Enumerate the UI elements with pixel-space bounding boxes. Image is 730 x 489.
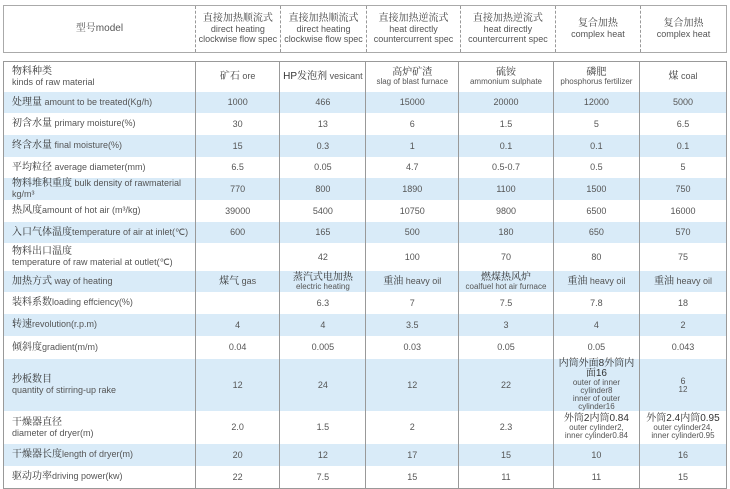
cell-text: 6	[680, 375, 686, 386]
header-en2: countercurrent spec	[468, 34, 548, 44]
label-zh: 入口气体温度	[12, 226, 72, 238]
cell: 2	[366, 411, 459, 444]
cell	[366, 62, 459, 92]
cell-text: heavy oil	[403, 275, 442, 286]
cell: 20	[196, 444, 280, 466]
header-column	[195, 6, 280, 52]
table-row	[4, 222, 727, 243]
cell	[639, 411, 726, 444]
cell-text: 煤气	[219, 275, 240, 287]
cell: 2.3	[459, 411, 554, 444]
cell-text: 内筒外面8外筒内面16	[558, 357, 635, 379]
cell	[639, 359, 726, 411]
cell: 1890	[366, 178, 459, 200]
label-en: gradient(m/m)	[42, 341, 99, 352]
cell	[553, 411, 639, 444]
cell: 6.3	[280, 292, 366, 314]
cell: 4	[196, 314, 280, 336]
header-column	[460, 6, 555, 52]
cell: 5400	[280, 200, 366, 222]
cell	[639, 62, 726, 92]
spec-table	[3, 61, 727, 489]
cell	[280, 271, 366, 292]
cell-text: 蒸汽式电加热	[292, 271, 353, 283]
header-en1: direct heating	[210, 24, 265, 34]
row-label	[4, 222, 196, 243]
table-row	[4, 411, 727, 444]
cell-text: 外筒2.4内筒0.95	[646, 413, 720, 424]
cell: 0.005	[280, 336, 366, 359]
table-row	[4, 314, 727, 336]
cell-text: outer of inner cylinder8	[572, 377, 620, 395]
cell: 4	[553, 314, 639, 336]
cell: 0.3	[280, 135, 366, 157]
cell: 7.8	[553, 292, 639, 314]
cell: 1500	[553, 178, 639, 200]
cell: 15	[639, 466, 726, 489]
label-en: quantity of stirring-up rake	[12, 385, 117, 395]
label-en: average diameter(mm)	[52, 161, 146, 172]
label-zh: 处理量	[12, 96, 42, 108]
cell: 500	[366, 222, 459, 243]
header-en2: clockwise flow spec	[198, 34, 278, 44]
label-en: amount of hot air (m³/kg)	[42, 205, 141, 215]
table-row	[4, 62, 727, 92]
label-en: temperature of raw material at outlet(℃)	[12, 257, 173, 267]
cell	[280, 62, 366, 92]
table-row	[4, 178, 727, 200]
cell: 7	[366, 292, 459, 314]
cell: 18	[639, 292, 726, 314]
cell	[196, 62, 280, 92]
cell: 0.05	[280, 157, 366, 178]
cell-text: heavy oil	[587, 275, 626, 286]
cell-text: vesicant	[327, 71, 363, 82]
cell: 1000	[196, 92, 280, 113]
cell-text: inner cylinder0.84	[564, 431, 628, 440]
cell: 15	[196, 135, 280, 157]
header-zh: 复合加热	[577, 18, 618, 29]
cell-text: 重油	[653, 275, 674, 287]
label-zh: 热风度	[12, 205, 42, 216]
header-column	[280, 6, 366, 52]
label-zh: 驱动功率	[12, 471, 52, 483]
cell-text: inner cylinder0.95	[651, 431, 715, 440]
cell-text: 燃煤热风炉	[480, 271, 531, 283]
cell-text: 重油	[567, 275, 588, 287]
cell: 0.5	[553, 157, 639, 178]
cell-text: outer cylinder2,	[569, 423, 624, 432]
cell: 570	[639, 222, 726, 243]
cell: 4.7	[366, 157, 459, 178]
cell-text: 磷肥	[586, 67, 607, 79]
table-row	[4, 113, 727, 135]
cell: 165	[280, 222, 366, 243]
cell	[459, 271, 554, 292]
header-zh: 直接加热逆流式	[378, 13, 449, 24]
label-zh: 物料种类	[12, 66, 52, 78]
cell-text: gas	[239, 275, 257, 286]
row-label	[4, 271, 196, 292]
row-label	[4, 359, 196, 411]
label-en: temperature of air at inlet(℃)	[72, 226, 189, 237]
row-label	[4, 113, 196, 135]
cell-text: slag of blast furnace	[376, 77, 449, 87]
cell: 75	[639, 243, 726, 271]
cell: 12000	[553, 92, 639, 113]
table-row	[4, 157, 727, 178]
cell: 3	[459, 314, 554, 336]
cell: 9800	[459, 200, 554, 222]
row-label	[4, 62, 196, 92]
cell: 6500	[553, 200, 639, 222]
label-en: amount to be treated(Kg/h)	[42, 96, 153, 107]
cell: 2	[639, 314, 726, 336]
cell: 39000	[196, 200, 280, 222]
cell	[459, 62, 554, 92]
cell: 800	[280, 178, 366, 200]
row-label	[4, 466, 196, 489]
table-row	[4, 359, 727, 411]
header-en1: complex heat	[656, 29, 711, 39]
cell: 24	[280, 359, 366, 411]
cell: 15000	[366, 92, 459, 113]
label-en: kinds of raw material	[12, 77, 95, 88]
cell	[196, 243, 280, 271]
header-column	[555, 6, 640, 52]
cell: 0.03	[366, 336, 459, 359]
label-zh: 物料堆积重度	[12, 178, 72, 189]
table-row	[4, 292, 727, 314]
table-header	[3, 5, 727, 53]
table-row	[4, 92, 727, 113]
table-row	[4, 466, 727, 489]
cell: 16000	[639, 200, 726, 222]
row-label	[4, 135, 196, 157]
label-en: diameter of dryer(m)	[12, 427, 94, 438]
cell-text: phosphorus fertilizer	[560, 77, 633, 87]
cell: 0.04	[196, 336, 280, 359]
cell: 5	[553, 113, 639, 135]
header-column	[640, 6, 726, 52]
cell-text: 12	[678, 384, 688, 394]
label-zh: 初含水量	[12, 118, 52, 129]
cell	[196, 292, 280, 314]
cell: 6.5	[639, 113, 726, 135]
cell: 12	[196, 359, 280, 411]
cell	[553, 359, 639, 411]
cell: 15	[459, 444, 554, 466]
cell: 10	[553, 444, 639, 466]
cell: 20000	[459, 92, 554, 113]
cell	[366, 271, 459, 292]
cell: 0.043	[639, 336, 726, 359]
cell-text: outer cylinder24,	[653, 423, 713, 432]
header-zh: 直接加热顺流式	[288, 13, 359, 24]
cell-text: coal	[678, 71, 698, 82]
cell: 0.1	[639, 135, 726, 157]
row-label	[4, 200, 196, 222]
label-zh: 终含水量	[12, 140, 52, 151]
cell: 3.5	[366, 314, 459, 336]
cell: 11	[553, 466, 639, 489]
cell: 100	[366, 243, 459, 271]
cell: 0.1	[459, 135, 554, 157]
cell-text: coalfuel hot air furnace	[465, 281, 547, 291]
header-en1: complex heat	[571, 29, 625, 39]
label-zh: 平均粒径	[12, 161, 52, 173]
cell: 16	[639, 444, 726, 466]
cell: 12	[366, 359, 459, 411]
cell: 1100	[459, 178, 554, 200]
cell: 0.5-0.7	[459, 157, 554, 178]
label-zh: 物料出口温度	[12, 246, 72, 257]
cell	[553, 62, 639, 92]
cell: 70	[459, 243, 554, 271]
cell: 7.5	[280, 466, 366, 489]
label-zh: 干燥器直径	[12, 416, 62, 428]
label-en: loading effciency(%)	[52, 297, 133, 307]
cell: 770	[196, 178, 280, 200]
cell: 1.5	[459, 113, 554, 135]
cell: 2.0	[196, 411, 280, 444]
cell: 42	[280, 243, 366, 271]
label-zh: 抄板数目	[12, 374, 52, 385]
cell: 22	[196, 466, 280, 489]
row-label	[4, 178, 196, 200]
cell: 600	[196, 222, 280, 243]
row-label	[4, 243, 196, 271]
header-zh: 复合加热	[663, 18, 704, 29]
label-zh: 干燥器长度	[12, 449, 62, 460]
cell: 5000	[639, 92, 726, 113]
cell-text: electric heating	[295, 281, 350, 291]
label-zh: 倾斜度	[12, 341, 42, 353]
cell: 0.1	[553, 135, 639, 157]
cell-text: 重油	[383, 275, 404, 287]
cell: 750	[639, 178, 726, 200]
label-en: bulk density of rawmaterial kg/m³	[12, 178, 182, 199]
model-label: 型号model	[75, 23, 124, 34]
label-en: final moisture(%)	[52, 140, 123, 150]
header-en1: direct heating	[296, 24, 351, 34]
table-row	[4, 200, 727, 222]
cell: 0.05	[459, 336, 554, 359]
cell: 15	[366, 466, 459, 489]
label-en: revolution(r.p.m)	[32, 319, 98, 329]
cell-text: heavy oil	[673, 275, 712, 286]
header-en1: heat directly	[483, 24, 533, 34]
table-row	[4, 271, 727, 292]
cell-text: inner of outer cylinder16	[572, 393, 620, 411]
label-zh: 转速	[12, 319, 32, 330]
cell-text: 矿石	[219, 71, 240, 83]
cell: 1.5	[280, 411, 366, 444]
cell: 4	[280, 314, 366, 336]
table-row	[4, 444, 727, 466]
cell: 13	[280, 113, 366, 135]
cell: 11	[459, 466, 554, 489]
row-label	[4, 314, 196, 336]
cell: 22	[459, 359, 554, 411]
header-en2: clockwise flow spec	[284, 34, 363, 44]
label-en: length of dryer(m)	[62, 449, 134, 459]
cell: 30	[196, 113, 280, 135]
cell	[553, 271, 639, 292]
cell-text: 硫铵	[495, 67, 516, 79]
label-zh: 装料系数	[12, 297, 52, 308]
label-zh: 加热方式	[12, 275, 52, 287]
cell: 12	[280, 444, 366, 466]
label-en: way of heating	[52, 275, 113, 286]
row-label	[4, 444, 196, 466]
row-label	[4, 411, 196, 444]
header-zh: 直接加热顺流式	[202, 13, 273, 24]
label-en: driving power(kw)	[52, 471, 123, 482]
table-row	[4, 135, 727, 157]
cell: 180	[459, 222, 554, 243]
cell: 650	[553, 222, 639, 243]
cell-text: 高炉矿渣	[392, 67, 433, 79]
cell: 17	[366, 444, 459, 466]
cell: 0.05	[553, 336, 639, 359]
cell-text: 煤	[668, 71, 679, 83]
cell: 6	[366, 113, 459, 135]
row-label	[4, 157, 196, 178]
cell-text: HP发泡剂	[283, 71, 328, 83]
cell	[196, 271, 280, 292]
row-label	[4, 92, 196, 113]
cell: 466	[280, 92, 366, 113]
cell: 5	[639, 157, 726, 178]
label-en: primary moisture(%)	[52, 118, 136, 128]
header-en1: heat directly	[389, 24, 438, 34]
cell	[639, 271, 726, 292]
table-row	[4, 336, 727, 359]
cell-text: ore	[239, 71, 256, 82]
cell: 7.5	[459, 292, 554, 314]
cell-text: 外筒2内筒0.84	[563, 413, 629, 424]
row-label	[4, 336, 196, 359]
cell-text: ammonium sulphate	[469, 77, 543, 87]
header-column	[366, 6, 460, 52]
cell: 1	[366, 135, 459, 157]
header-en2: countercurrent spec	[373, 34, 454, 44]
table-row	[4, 243, 727, 271]
cell: 6.5	[196, 157, 280, 178]
header-zh: 直接加热逆流式	[472, 13, 543, 24]
row-label	[4, 292, 196, 314]
cell: 80	[553, 243, 639, 271]
cell: 10750	[366, 200, 459, 222]
